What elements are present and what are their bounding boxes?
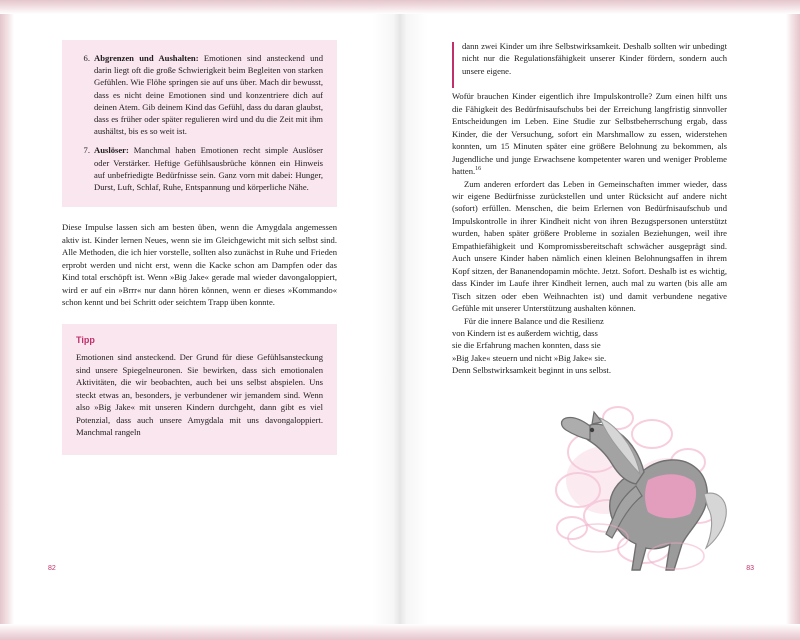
right-page-content <box>452 40 727 433</box>
tip-text: Emotionen sind ansteckend. Der Grund für diese Gefühlsansteckung sind unsere Spiegelneuronen. Sie bewirken, dass sich emotionalen Aktivitäten, die wir beobachten, auch bei uns selbst abspielen. Uns steckt etwas an, besonders, je verbundener wir jemandem sind. Wenn also »Big Jake« mit unseren Kindern durchgeht, dann gibt es viel Potenzial, dass auch unsere Amygdala mit uns davongaloppiert. Manchmal rangeln <box>76 352 323 438</box>
left-page-content <box>62 40 337 455</box>
footnote-marker: 16 <box>475 166 482 173</box>
right-paragraph-2: Zum anderen erfordert das Leben in Gemeinschaften immer wieder, dass wir eigene Bedürfnisse zurückstellen und unter Rücksicht auf andere nicht (sofort) erfüllen. Menschen, die beim Erlernen von Bedürfnisaufschub und Impulskontrolle in ihrer Kindheit nicht von ihren Bezugspersonen unterstützt wurden, haben später größere Probleme in sozialen Beziehungen, weil ihre Empathiefähigkeit und Kompromissbereitschaft schwächer ausgeprägt sind. Auch unsere Kinder haben nämlich einen kleinen Belohnungsaffen in ihrem Kopf sitzen, der Bananendopamin möchte. Jetzt. Sofort. Deshalb ist es wichtig, dass Kinder im Laufe ihrer Kindheit lernen, auch mal zu warten (bis alle am Tisch sitzen oder eben Weihnachten ist) und damit verbundene negative Gefühle mit unserer Unterstützung aushalten können. <box>452 178 727 314</box>
list-item-title: Auslöser: <box>94 145 129 156</box>
left-body-paragraph: Diese Impulse lassen sich am besten üben, wenn die Amygdala angemessen aktiv ist. Kinder lernen Neues, wenn sie im Gleichgewicht mit sich selbst sind. Alle Methoden, die ich hier vorstelle, sollten also zunächst in Ruhe und Frieden erprobt werden und nicht erst, wenn die Kacke schon am Dampfen oder das Kind total erschöpft ist. Wenn »Big Jake« gerade mal wieder davongaloppiert, wird er auf ein »Brrr« nur dann hören können, wenn er dieses »Kommando« schon kennt und bei Schritt oder seichtem Trapp üben konnte. <box>62 222 337 307</box>
right-paragraph-1-text: Wofür brauchen Kinder eigentlich ihre Impulskontrolle? Zum einen hilft uns die Fähigkeit des Bedürfnisaufschubs bei der Erreichung langfristig sinnvoller Entscheidungen im Leben. Eine Studie zur Selbstbeherrschung ergab, dass Kinder, die der Versuchung, sofort ein Marshmallow zu essen, widerstehen konnten, um 15 Minuten später eine größere Belohnung zu bekommen, als Jugendliche und junge Erwachsene kompetenter waren und weniger Probleme hatten. <box>452 91 727 177</box>
continuation-block <box>452 40 727 77</box>
top-page-edge <box>0 0 800 14</box>
right-paragraph-1 <box>452 90 727 177</box>
highlight-box-list <box>62 40 337 207</box>
list-item-title: Abgrenzen und Aushalten: <box>94 53 199 63</box>
tip-title: Tipp <box>76 335 95 346</box>
list-item-text: Emotionen sind ansteckend und darin liegt oft die große Schwierigkeit beim Begleiten von starken Gefühlen. Wie Flöhe springen sie auf uns über. Mach dir bewusst, dass es nicht deine Emotionen sind und konzentriere dich auf deinen Atem. Gib deinem Kind das Gefühl, dass du daran glaubst, dass es früher oder später regulieren wird und du die Zeit mit ihm aushältst, bis es so weit ist. <box>94 53 323 137</box>
page-number-right: 83 <box>746 565 754 572</box>
numbered-list <box>76 52 323 193</box>
illustration-textwrap-spacer <box>607 315 727 433</box>
tip-box <box>62 324 337 454</box>
list-item <box>83 52 323 137</box>
page-number-left: 82 <box>48 565 56 572</box>
right-page-edge <box>786 0 800 640</box>
list-item-text: Manchmal haben Emotionen recht simple Auslöser oder Verstärker. Heftige Gefühlsausbrüche können ein Hinweis auf unbefriedigte Bedürfnisse sein. Ganz vorn mit dabei: Hunger, Durst, Luft, Schlaf, Ruhe, Entspannung und körperliche Nähe. <box>94 145 323 193</box>
list-item-number: 7. <box>83 145 90 156</box>
continuation-text: dann zwei Kinder um ihre Selbstwirksamkeit. Deshalb sollten wir unbedingt nicht nur die Regulationsfähigkeit unserer Kinder fördern, sondern auch unsere eigene. <box>462 41 727 76</box>
list-item-number: 6. <box>83 53 90 63</box>
list-item <box>83 144 323 193</box>
right-paragraph-3: Für die innere Balance und die Resilienz von Kindern ist es außerdem wichtig, dass sie die Erfahrung machen konnten, dass sie »Big Jake« steuern und nicht »Big Jake« sie. Denn Selbstwirksamkeit beginnt in uns selbst. <box>452 315 611 376</box>
bottom-page-edge <box>0 624 800 640</box>
left-page-edge <box>0 0 14 640</box>
accent-rule <box>452 42 454 88</box>
